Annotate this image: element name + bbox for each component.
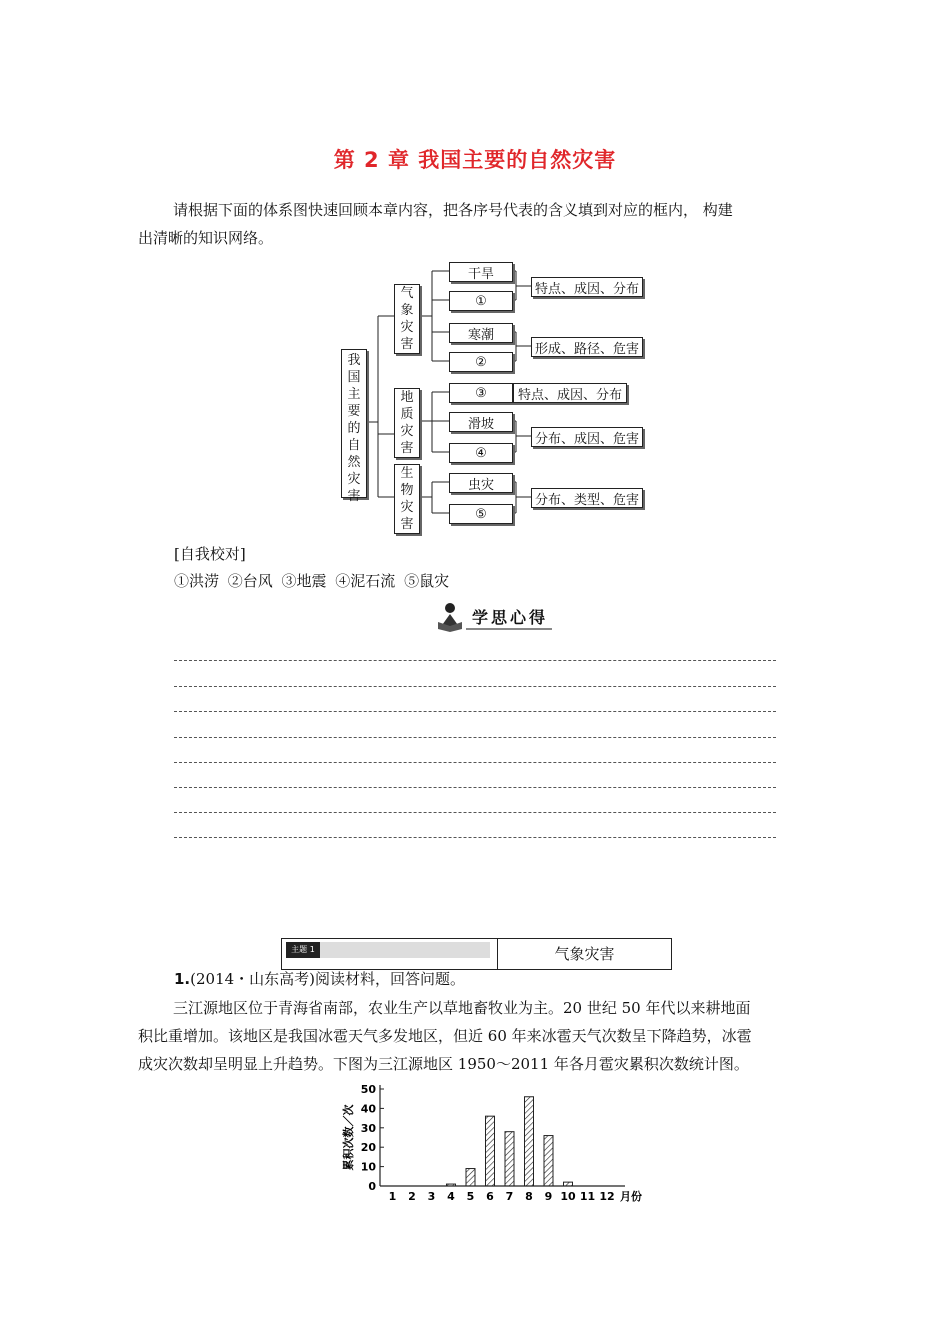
passage-line-3: 成灾次数却呈明显上升趋势。下图为三江源地区 1950～2011 年各月雹灾累积次数统计图。 [138, 1055, 749, 1073]
note-line-5 [174, 762, 776, 763]
note-line-6 [174, 787, 776, 788]
category-weather-label: 气象灾害 [400, 286, 414, 352]
y-tick-label: 0 [368, 1180, 376, 1193]
x-tick-label: 9 [544, 1190, 553, 1203]
note-quake: 特点、成因、分布 [513, 383, 627, 403]
item-blank-1: ① [449, 291, 513, 311]
question-number: 1. [174, 970, 191, 988]
passage-line-1: 三江源地区位于青海省南部，农业生产以草地畜牧业为主。20 世纪 50 年代以来耕地面 [173, 999, 751, 1017]
intro-line-1: 请根据下面的体系图快速回顾本章内容，把各序号代表的含义填到对应的框内， 构建 [173, 201, 733, 219]
x-tick-label: 3 [427, 1190, 436, 1203]
item-blank-4: ④ [449, 443, 513, 463]
item-cold-wave: 寒潮 [449, 323, 513, 343]
y-tick-label: 20 [360, 1141, 376, 1155]
bar-month-10 [564, 1182, 573, 1186]
topic-bar [320, 942, 490, 958]
x-tick-label: 10 [560, 1190, 576, 1203]
bar-month-7 [505, 1132, 514, 1186]
note-cold-wave: 形成、路径、危害 [531, 337, 643, 357]
diagram-root-label: 我国主要的自然灾害 [347, 353, 361, 504]
knowledge-diagram [0, 0, 950, 540]
diagram-root-box [341, 349, 367, 504]
x-tick-label: 11 [579, 1190, 596, 1203]
item-insect: 虫灾 [449, 473, 513, 493]
item-blank-2: ② [449, 352, 513, 372]
note-biology: 分布、类型、危害 [531, 488, 643, 508]
x-tick-label: 7 [505, 1190, 514, 1203]
study-notes-title: 学思心得 [472, 608, 549, 627]
item-landslide: 滑坡 [449, 412, 513, 432]
topic-name: 气象灾害 [554, 945, 615, 963]
x-tick-label: 6 [486, 1190, 494, 1203]
x-tick-label: 1 [388, 1190, 397, 1203]
passage-line-2: 积比重增加。该地区是我国冰雹天气多发地区，但近 60 年来冰雹天气次数呈下降趋势，冰雹 [138, 1027, 752, 1045]
bar-month-8 [525, 1097, 534, 1186]
question-source: (2014・山东高考)阅读材料，回答问题。 [190, 970, 466, 988]
x-tick-label: 4 [447, 1190, 455, 1203]
y-tick-label: 30 [360, 1121, 376, 1135]
item-blank-3: ③ [449, 383, 513, 403]
bar-month-4 [447, 1184, 456, 1186]
y-tick-label: 50 [360, 1083, 376, 1096]
study-notes-banner [436, 602, 556, 632]
x-tick-label: 2 [408, 1190, 416, 1203]
item-drought: 干旱 [449, 262, 513, 282]
category-geology-label: 地质灾害 [400, 390, 414, 456]
note-line-1 [174, 660, 776, 661]
x-tick-label: 5 [466, 1190, 475, 1203]
x-axis-label: 月份 [620, 1190, 642, 1203]
topic-tag: 主题 1 [286, 942, 320, 958]
bar-month-5 [466, 1169, 475, 1186]
question-passage [138, 994, 818, 1078]
self-check-answers: ①洪涝 ②台风 ③地震 ④泥石流 ⑤鼠灾 [174, 572, 450, 590]
x-tick-label: 8 [525, 1190, 533, 1203]
hail-chart [330, 1076, 660, 1206]
y-tick-label: 10 [360, 1160, 376, 1174]
y-axis-label: 累积次数／次 [342, 1104, 355, 1171]
note-line-2 [174, 686, 776, 687]
note-landslide: 分布、成因、危害 [531, 427, 643, 447]
category-weather-box [394, 284, 420, 354]
category-geology-box [394, 388, 420, 458]
question-1-header [174, 968, 465, 989]
item-blank-5: ⑤ [449, 504, 513, 524]
x-tick-label: 12 [599, 1190, 615, 1203]
y-tick-label: 40 [360, 1102, 376, 1116]
note-line-7 [174, 812, 776, 813]
topic-header [281, 938, 672, 970]
self-check-label: [自我校对] [174, 545, 246, 563]
note-line-8 [174, 837, 776, 838]
category-biology-box [394, 464, 420, 534]
note-drought: 特点、成因、分布 [531, 277, 643, 297]
diagram-connectors [0, 0, 950, 540]
note-line-3 [174, 711, 776, 712]
bar-month-6 [486, 1116, 495, 1186]
intro-paragraph [138, 196, 818, 252]
bar-month-9 [544, 1136, 553, 1186]
note-line-4 [174, 737, 776, 738]
page-title: 第 2 章 我国主要的自然灾害 [333, 148, 617, 172]
intro-line-2: 出清晰的知识网络。 [138, 229, 274, 247]
category-biology-label: 生物灾害 [400, 466, 414, 532]
